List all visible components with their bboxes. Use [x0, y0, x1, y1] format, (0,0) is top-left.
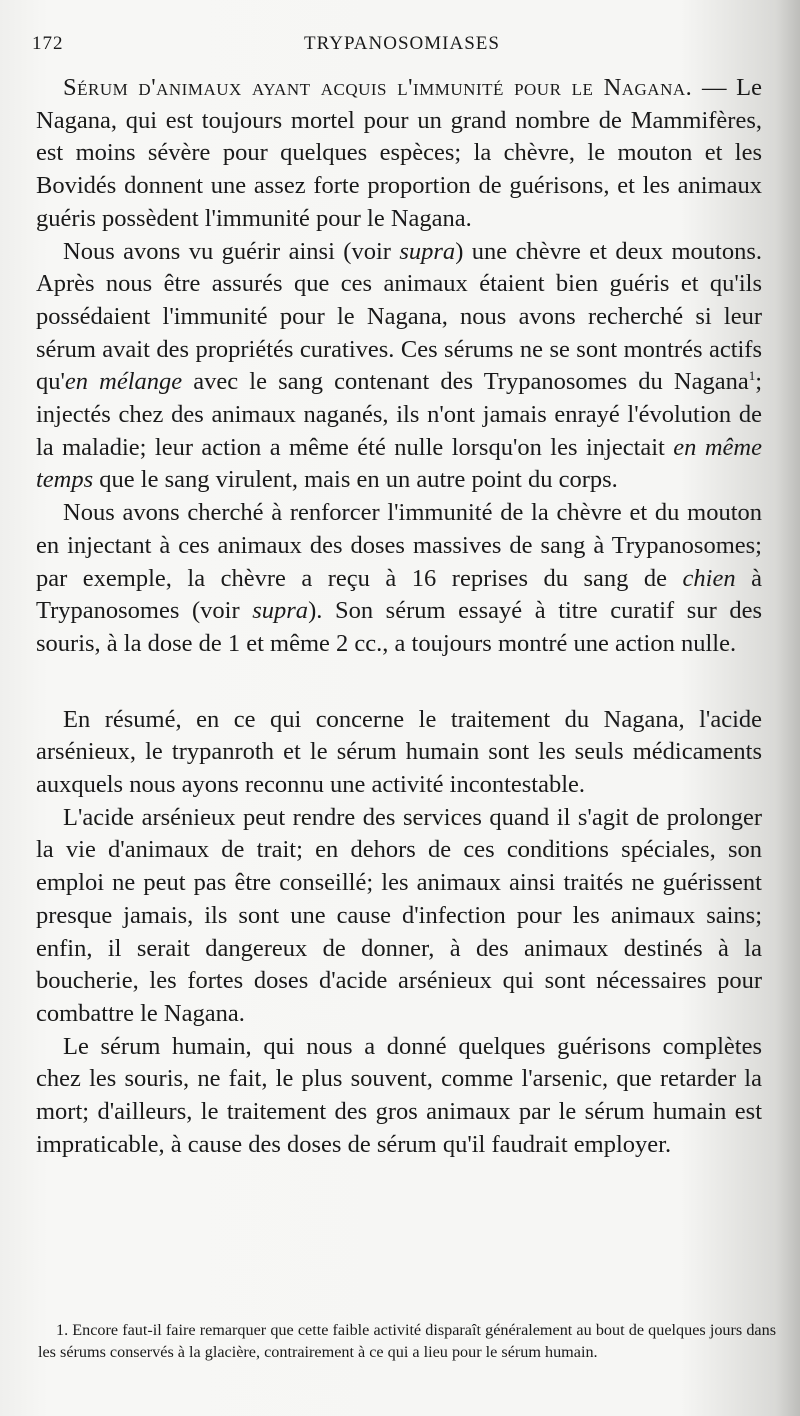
- text-run: Nous avons vu guérir ainsi (voir: [63, 237, 400, 265]
- paragraph-guerison: [36, 236, 762, 498]
- text-run: avec le sang contenant des Trypanosomes du Nagana: [182, 368, 749, 396]
- footnote-reference[interactable]: 1: [748, 368, 756, 384]
- paragraph-renforcer: [36, 497, 762, 661]
- paragraph-resume: En résumé, en ce qui concerne le traitement du Nagana, l'acide arsénieux, le trypanroth et le sérum humain sont les seuls médicaments auxquels nous ayons reconnu une activité incontestable.: [36, 705, 762, 799]
- italic-run: supra: [252, 597, 309, 625]
- text-run: Nous avons cherché à renforcer l'immunité de la chèvre et du mouton en injectant à ces animaux des doses massives de sang à Trypanosomes; par exemple, la chèvre a reçu à 16 reprises du sang de: [36, 499, 762, 592]
- footnote-divider: [36, 1296, 156, 1297]
- text-run: que le sang virulent, mais en un autre point du corps.: [93, 466, 618, 494]
- main-text: [36, 72, 762, 1162]
- text-run: ; injectés chez des animaux naganés, ils n'ont jamais enrayé l'évolution de la maladie; leur action a même été nulle lorsqu'on les injectait: [36, 368, 763, 461]
- running-title: TRYPANOSOMIASES: [304, 33, 500, 54]
- paragraph-serum-nagana: [36, 72, 762, 236]
- text-run: à Trypanosomes (voir: [36, 564, 762, 625]
- italic-run: chien: [682, 564, 736, 592]
- italic-run: en mélange: [64, 368, 183, 396]
- footnote: [38, 1320, 776, 1363]
- footnote-text: 1. Encore faut-il faire remarquer que cette faible activité disparaît généralement au bout de quelques jours dans les sérums conservés à la glacière, contrairement à ce qui a lieu pour le sérum humain.: [38, 1321, 776, 1361]
- text-run: ). Son sérum essayé à titre curatif sur des souris, à la dose de 1 et même 2 cc., a toujours montré une action nulle.: [36, 597, 762, 657]
- page-number: 172: [32, 33, 64, 54]
- paragraph-serum-humain: Le sérum humain, qui nous a donné quelques guérisons complètes chez les souris, ne fait, le plus souvent, comme l'arsenic, que retarder la mort; d'ailleurs, le traitement des gros animaux par le sérum humain est impraticable, à cause des doses de sérum qu'il faudrait employer.: [36, 1032, 762, 1158]
- section-heading: Sérum d'animaux ayant acquis l'immunité pour le Nagana.: [63, 74, 693, 101]
- text-run: ) une chèvre et deux moutons. Après nous être assurés que ces animaux étaient bien guéris et qu'ils possédaient l'immunité pour le Nagana, nous avons recherché si leur sérum avait des propriétés curatives. Ces sérums ne se sont montrés actifs qu': [36, 237, 762, 396]
- italic-run: en même temps: [36, 433, 762, 494]
- page-header: [32, 33, 772, 63]
- paragraph-text: — Le Nagana, qui est toujours mortel pour un grand nombre de Mammifères, est moins sévère pour quelques espèces; la chèvre, le mouton et les Bovidés donnent une assez forte proportion de guérisons, et les animaux guéris possèdent l'immunité pour le Nagana.: [36, 74, 763, 232]
- italic-run: supra: [399, 237, 456, 265]
- paragraph-acide-arsenieux: L'acide arsénieux peut rendre des services quand il s'agit de prolonger la vie d'animaux de trait; en dehors de ces conditions spéciales, son emploi ne peut pas être conseillé; les animaux ainsi traités ne guérissent presque jamais, ils sont une cause d'infection pour les animaux sains; enfin, il serait dangereux de donner, à des animaux destinés à la boucherie, les fortes doses d'acide arsénieux qui sont nécessaires pour combattre le Nagana.: [36, 803, 762, 1027]
